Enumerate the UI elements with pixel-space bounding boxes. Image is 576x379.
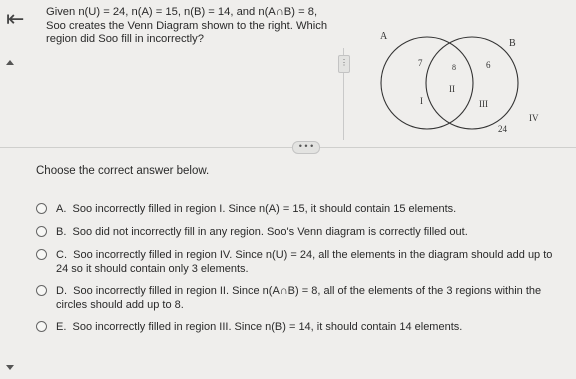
expand-more-button[interactable]: • • • xyxy=(292,141,320,154)
value-only-b: 6 xyxy=(486,60,491,70)
option-text: D. Soo incorrectly filled in region II. Since n(A∩B) = 8, all of the elements of the 3 regions within the circles should add up to 8. xyxy=(56,285,542,311)
region-ii-label: II xyxy=(449,84,455,94)
value-outside: 24 xyxy=(498,124,507,134)
radio-button[interactable] xyxy=(36,226,47,237)
set-b-label: B xyxy=(509,38,516,49)
option-text: C. Soo incorrectly filled in region IV. Since n(U) = 24, all the elements in the diagram should add up to 24 so it should contain only 3 elements. xyxy=(56,249,553,275)
venn-diagram xyxy=(362,28,562,140)
circle-b xyxy=(426,37,518,129)
option-text: B. Soo did not incorrectly fill in any region. Soo's Venn diagram is correctly filled out. xyxy=(56,226,468,238)
circle-a xyxy=(381,37,473,129)
radio-button[interactable] xyxy=(36,249,47,260)
radio-button[interactable] xyxy=(36,285,47,296)
instruction-text: Choose the correct answer below. xyxy=(36,165,210,177)
back-arrow-icon[interactable]: ⇤ xyxy=(6,6,25,31)
set-a-label: A xyxy=(380,31,388,42)
value-intersection: 8 xyxy=(452,63,456,72)
scroll-up-icon[interactable] xyxy=(6,60,14,65)
scroll-down-icon[interactable] xyxy=(6,365,14,370)
option-text: A. Soo incorrectly filled in region I. Since n(A) = 15, it should contain 15 elements. xyxy=(56,203,457,215)
section-divider xyxy=(0,147,576,148)
radio-button[interactable] xyxy=(36,203,47,214)
question-text: Given n(U) = 24, n(A) = 15, n(B) = 14, and n(A∩B) = 8, Soo creates the Venn Diagram shown to the right. Which region did Soo fill in incorrectly? xyxy=(46,6,328,45)
drag-handle-icon[interactable]: ⋮ xyxy=(338,55,350,73)
region-iv-label: IV xyxy=(529,113,539,123)
value-only-a: 7 xyxy=(418,58,423,68)
radio-button[interactable] xyxy=(36,321,47,332)
region-i-label: I xyxy=(420,96,423,106)
region-iii-label: III xyxy=(479,99,488,109)
option-text: E. Soo incorrectly filled in region III. Since n(B) = 14, it should contain 14 elements. xyxy=(56,321,463,333)
